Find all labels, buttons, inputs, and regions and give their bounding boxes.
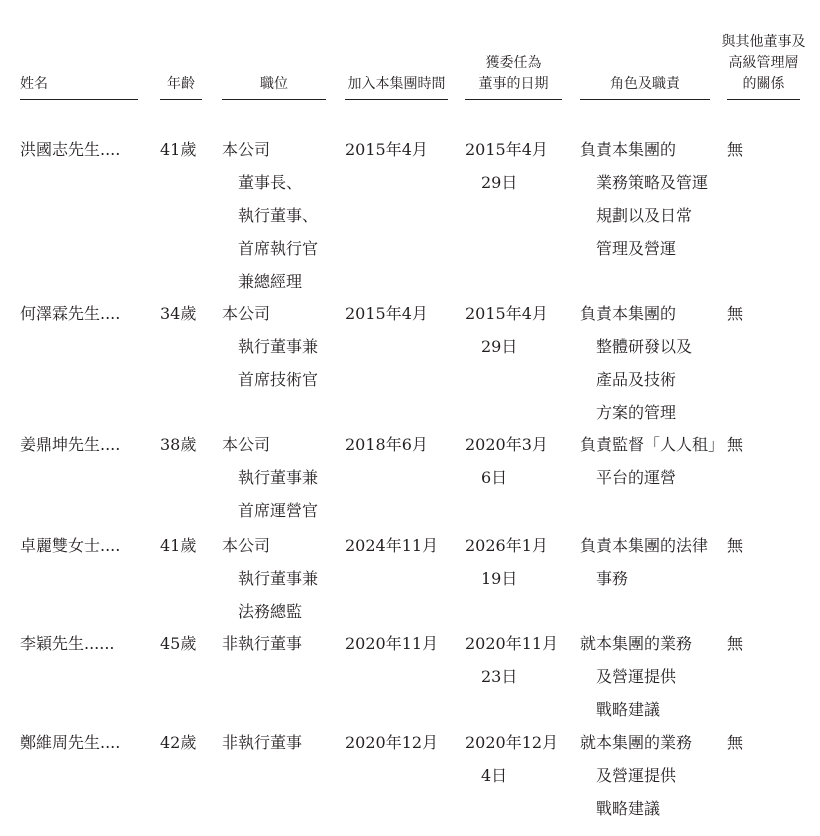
cell-relationship xyxy=(727,627,743,660)
cell-line: 無 xyxy=(727,304,744,323)
header-role xyxy=(574,74,716,95)
cell-line: 4日 xyxy=(481,766,508,785)
cell-position xyxy=(222,529,318,628)
cell-age xyxy=(160,627,196,660)
cell-role xyxy=(580,428,724,494)
header-rule-name xyxy=(20,99,138,100)
cell-line: 42歲 xyxy=(160,733,197,752)
cell-line: 2015年4月 xyxy=(465,304,548,323)
cell-line: 本公司 xyxy=(222,435,271,454)
cell-appointment-date xyxy=(465,529,548,595)
cell-line: 及營運提供 xyxy=(596,766,677,785)
cell-position xyxy=(222,627,302,660)
cell-line: 洪國志先生.... xyxy=(20,140,121,159)
cell-line: 41歲 xyxy=(160,536,197,555)
cell-join-date xyxy=(345,529,438,562)
cell-relationship xyxy=(727,529,743,562)
cell-line: 方案的管理 xyxy=(596,403,677,422)
cell-name xyxy=(20,297,120,330)
cell-name xyxy=(20,627,115,660)
cell-line: 何澤霖先生.... xyxy=(20,304,121,323)
header-position xyxy=(216,74,332,95)
cell-line: 2024年11月 xyxy=(345,536,439,555)
cell-age xyxy=(160,726,196,759)
cell-line: 無 xyxy=(727,733,744,752)
cell-position xyxy=(222,428,318,527)
cell-join-date xyxy=(345,428,428,461)
header-rule-relationship xyxy=(727,99,800,100)
cell-line: 事務 xyxy=(596,569,629,588)
cell-age xyxy=(160,428,196,461)
cell-line: 6日 xyxy=(481,468,508,487)
cell-line: 負責監督「人人租」 xyxy=(580,435,725,454)
cell-position xyxy=(222,133,318,298)
cell-line: 2015年4月 xyxy=(465,140,548,159)
cell-line: 業務策略及管運 xyxy=(596,173,709,192)
cell-role xyxy=(580,133,708,265)
cell-appointment-date xyxy=(465,627,558,693)
cell-line: 29日 xyxy=(481,337,518,356)
cell-line: 無 xyxy=(727,536,744,555)
header-name xyxy=(20,74,138,95)
cell-line: 2020年11月 xyxy=(465,634,559,653)
cell-line: 執行董事兼 xyxy=(238,569,319,588)
cell-line: 無 xyxy=(727,634,744,653)
cell-name xyxy=(20,133,120,166)
cell-line: 2020年12月 xyxy=(465,733,559,752)
header-line: 的關係 xyxy=(742,76,785,92)
cell-line: 無 xyxy=(727,435,744,454)
cell-line: 鄭維周先生.... xyxy=(20,733,121,752)
cell-line: 卓麗雙女士.... xyxy=(20,536,121,555)
header-line: 角色及職責 xyxy=(610,76,680,92)
cell-line: 負責本集團的 xyxy=(580,140,677,159)
cell-line: 規劃以及日常 xyxy=(596,206,693,225)
cell-line: 姜鼎坤先生.... xyxy=(20,435,121,454)
cell-line: 34歲 xyxy=(160,304,197,323)
cell-line: 2015年4月 xyxy=(345,140,428,159)
header-rule-age xyxy=(160,99,202,100)
cell-role xyxy=(580,726,692,825)
cell-line: 產品及技術 xyxy=(596,370,677,389)
cell-appointment-date xyxy=(465,133,548,199)
cell-line: 就本集團的業務 xyxy=(580,733,693,752)
cell-name xyxy=(20,726,120,759)
cell-line: 23日 xyxy=(481,667,518,686)
cell-line: 平台的運營 xyxy=(596,468,677,487)
cell-line: 首席技術官 xyxy=(238,370,319,389)
cell-appointment-date xyxy=(465,297,548,363)
cell-line: 本公司 xyxy=(222,140,271,159)
cell-line: 戰略建議 xyxy=(596,700,661,719)
cell-relationship xyxy=(727,428,743,461)
header-line: 與其他董事及 xyxy=(721,34,806,50)
cell-join-date xyxy=(345,297,428,330)
cell-line: 2020年11月 xyxy=(345,634,439,653)
cell-line: 2018年6月 xyxy=(345,435,428,454)
cell-line: 兼總經理 xyxy=(238,272,303,291)
header-join_date xyxy=(339,74,454,95)
cell-line: 41歲 xyxy=(160,140,197,159)
cell-role xyxy=(580,627,692,726)
cell-age xyxy=(160,133,196,166)
header-relationship xyxy=(721,32,806,95)
cell-line: 就本集團的業務 xyxy=(580,634,693,653)
cell-relationship xyxy=(727,297,743,330)
cell-position xyxy=(222,297,318,396)
cell-join-date xyxy=(345,726,438,759)
header-line: 年齡 xyxy=(167,76,195,92)
cell-line: 2020年3月 xyxy=(465,435,548,454)
cell-line: 19日 xyxy=(481,569,518,588)
cell-role xyxy=(580,297,692,429)
cell-name xyxy=(20,428,120,461)
header-rule-appointment_date xyxy=(465,99,562,100)
cell-line: 2015年4月 xyxy=(345,304,428,323)
cell-join-date xyxy=(345,133,428,166)
cell-line: 非執行董事 xyxy=(222,733,303,752)
header-line: 董事的日期 xyxy=(478,76,549,92)
cell-line: 執行董事兼 xyxy=(238,337,319,356)
cell-relationship xyxy=(727,726,743,759)
header-line: 獲委任為 xyxy=(485,55,542,71)
cell-name xyxy=(20,529,120,562)
cell-line: 非執行董事 xyxy=(222,634,303,653)
cell-line: 整體研發以及 xyxy=(596,337,693,356)
header-line: 姓名 xyxy=(20,76,48,92)
cell-age xyxy=(160,529,196,562)
cell-role xyxy=(580,529,708,595)
header-line: 高級管理層 xyxy=(728,55,799,71)
cell-age xyxy=(160,297,196,330)
header-line: 加入本集團時間 xyxy=(347,76,446,92)
cell-line: 負責本集團的 xyxy=(580,304,677,323)
cell-line: 執行董事、 xyxy=(238,206,319,225)
cell-appointment-date xyxy=(465,726,558,792)
cell-line: 首席執行官 xyxy=(238,239,319,258)
cell-line: 法務總監 xyxy=(238,602,303,621)
cell-line: 首席運營官 xyxy=(238,501,319,520)
cell-line: 本公司 xyxy=(222,304,271,323)
cell-line: 2026年1月 xyxy=(465,536,548,555)
cell-line: 李穎先生...... xyxy=(20,634,115,653)
cell-line: 執行董事兼 xyxy=(238,468,319,487)
cell-relationship xyxy=(727,133,743,166)
cell-line: 本公司 xyxy=(222,536,271,555)
header-rule-position xyxy=(222,99,326,100)
cell-join-date xyxy=(345,627,438,660)
header-age xyxy=(154,74,208,95)
header-appointment_date xyxy=(459,53,568,95)
cell-position xyxy=(222,726,302,759)
cell-line: 董事長、 xyxy=(238,173,303,192)
cell-line: 2020年12月 xyxy=(345,733,439,752)
cell-line: 38歲 xyxy=(160,435,197,454)
cell-line: 管理及營運 xyxy=(596,239,677,258)
cell-line: 45歲 xyxy=(160,634,197,653)
cell-line: 及營運提供 xyxy=(596,667,677,686)
header-rule-role xyxy=(580,99,710,100)
cell-line: 無 xyxy=(727,140,744,159)
cell-appointment-date xyxy=(465,428,548,494)
cell-line: 29日 xyxy=(481,173,518,192)
header-line: 職位 xyxy=(260,76,288,92)
cell-line: 負責本集團的法律 xyxy=(580,536,709,555)
cell-line: 戰略建議 xyxy=(596,799,661,818)
header-rule-join_date xyxy=(345,99,448,100)
